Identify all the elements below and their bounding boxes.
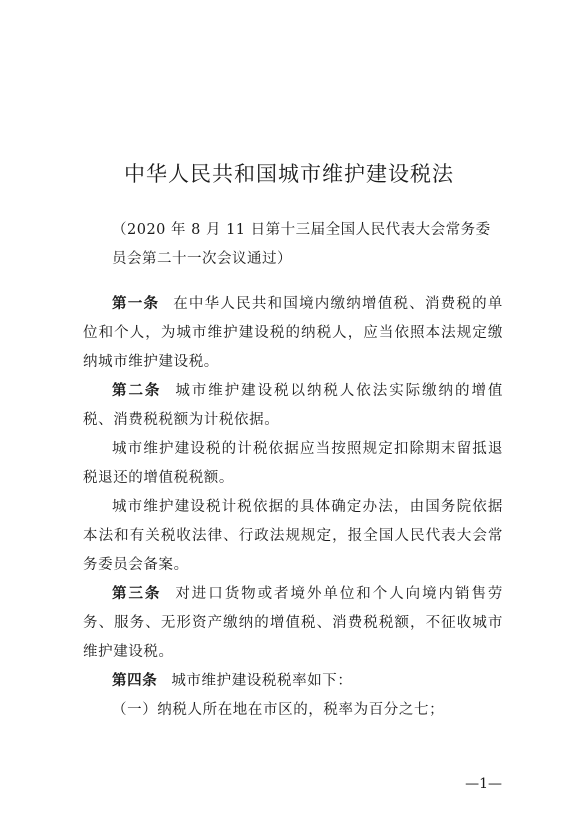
article-label: 第三条 (112, 586, 162, 602)
document-body (83, 290, 503, 725)
page-number: —1— (465, 776, 502, 792)
paragraph-text: 城市维护建设税税率如下： (171, 673, 353, 689)
paragraph-text: 城市维护建设税计税依据的具体确定办法，由国务院依据本法和有关税收法律、行政法规规定，报全国人民代表大会常务委员会备案。 (83, 499, 503, 573)
paragraph-article-2 (83, 377, 503, 435)
document-subtitle: （2020 年 8 月 11 日第十三届全国人民代表大会常务委员会第二十一次会议通过） (112, 222, 491, 267)
paragraph-article-2-clause-2 (83, 435, 503, 493)
paragraph-article-1 (83, 290, 503, 377)
paragraph-text: 对进口货物或者境外单位和个人向境内销售劳务、服务、无形资产缴纳的增值税、消费税税额，不征收城市维护建设税。 (83, 586, 503, 660)
article-label: 第四条 (112, 673, 158, 689)
paragraph-article-4-item-1 (83, 696, 503, 725)
paragraph-text: 城市维护建设税的计税依据应当按照规定扣除期末留抵退税退还的增值税税额。 (83, 441, 503, 486)
document-title: 中华人民共和国城市维护建设税法 (124, 162, 454, 186)
paragraph-article-3 (83, 580, 503, 667)
article-label: 第二条 (112, 383, 162, 399)
paragraph-article-2-clause-3 (83, 493, 503, 580)
paragraph-text: 城市维护建设税以纳税人依法实际缴纳的增值税、消费税税额为计税依据。 (83, 383, 503, 428)
paragraph-text: （一）纳税人所在地在市区的，税率为百分之七； (112, 702, 445, 718)
article-label: 第一条 (112, 296, 160, 312)
paragraph-text: 在中华人民共和国境内缴纳增值税、消费税的单位和个人，为城市维护建设税的纳税人，应当依照本法规定缴纳城市维护建设税。 (83, 296, 503, 370)
paragraph-article-4 (83, 667, 503, 696)
